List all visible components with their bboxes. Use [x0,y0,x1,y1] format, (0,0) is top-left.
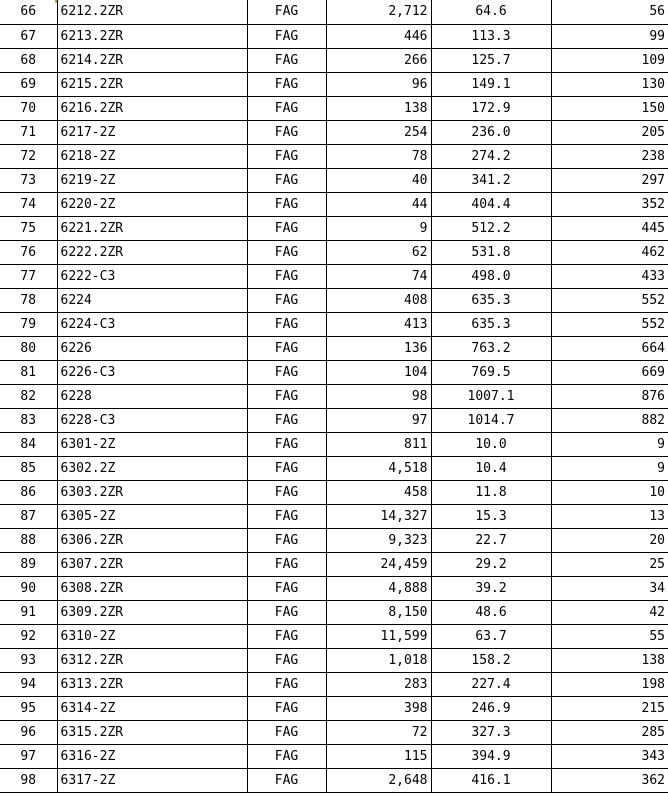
price-cell[interactable]: 158.2 [431,649,551,673]
value-cell[interactable]: 42 [551,601,668,625]
price-cell[interactable]: 29.2 [431,553,551,577]
brand-cell[interactable]: FAG [247,193,326,217]
row-number-cell[interactable]: 81 [0,361,57,385]
price-cell[interactable]: 404.4 [431,193,551,217]
row-number-cell[interactable]: 84 [0,433,57,457]
value-cell[interactable]: 138 [551,649,668,673]
value-cell[interactable]: 99 [551,25,668,49]
quantity-cell[interactable]: 413 [326,313,431,337]
model-cell[interactable]: 6215.2ZR [57,73,247,97]
row-number-cell[interactable]: 70 [0,97,57,121]
table-row [0,121,668,145]
table-row [0,241,668,265]
model-cell[interactable]: 6301-2Z [57,433,247,457]
table-row [0,217,668,241]
brand-cell[interactable]: FAG [247,577,326,601]
quantity-cell[interactable]: 98 [326,385,431,409]
value-cell[interactable]: 297 [551,169,668,193]
table-row [0,769,668,793]
brand-cell[interactable]: FAG [247,289,326,313]
price-cell[interactable]: 327.3 [431,721,551,745]
value-cell[interactable]: 664 [551,337,668,361]
quantity-cell[interactable]: 74 [326,265,431,289]
table-row [0,361,668,385]
brand-cell[interactable]: FAG [247,745,326,769]
model-cell[interactable]: 6219-2Z [57,169,247,193]
quantity-cell[interactable]: 8,150 [326,601,431,625]
row-number-cell[interactable]: 77 [0,265,57,289]
model-cell[interactable]: 6305-2Z [57,505,247,529]
price-cell[interactable]: 635.3 [431,289,551,313]
table-row [0,265,668,289]
price-cell[interactable]: 1007.1 [431,385,551,409]
price-cell[interactable]: 125.7 [431,49,551,73]
table-row [0,289,668,313]
quantity-cell[interactable]: 24,459 [326,553,431,577]
brand-cell[interactable]: FAG [247,241,326,265]
brand-cell[interactable]: FAG [247,121,326,145]
quantity-cell[interactable]: 398 [326,697,431,721]
quantity-cell[interactable]: 136 [326,337,431,361]
price-cell[interactable]: 498.0 [431,265,551,289]
model-cell[interactable]: 6213.2ZR [57,25,247,49]
value-cell[interactable]: 552 [551,289,668,313]
model-cell[interactable]: 6222-C3 [57,265,247,289]
price-cell[interactable]: 11.8 [431,481,551,505]
value-cell[interactable]: 215 [551,697,668,721]
row-number-cell[interactable]: 67 [0,25,57,49]
row-number-cell[interactable]: 68 [0,49,57,73]
brand-cell[interactable]: FAG [247,169,326,193]
brand-cell[interactable]: FAG [247,385,326,409]
row-number-cell[interactable]: 69 [0,73,57,97]
model-cell[interactable]: 6317-2Z [57,769,247,793]
price-cell[interactable]: 635.3 [431,313,551,337]
quantity-cell[interactable]: 97 [326,409,431,433]
price-cell[interactable]: 10.0 [431,433,551,457]
price-cell[interactable]: 1014.7 [431,409,551,433]
row-number-cell[interactable]: 78 [0,289,57,313]
value-cell[interactable]: 56 [551,0,668,25]
row-number-cell[interactable]: 74 [0,193,57,217]
price-cell[interactable]: 416.1 [431,769,551,793]
row-number-cell[interactable]: 96 [0,721,57,745]
price-cell[interactable]: 39.2 [431,577,551,601]
table-row [0,409,668,433]
value-cell[interactable]: 198 [551,673,668,697]
price-cell[interactable]: 531.8 [431,241,551,265]
model-cell[interactable]: 6214.2ZR [57,49,247,73]
row-number-cell[interactable]: 90 [0,577,57,601]
brand-cell[interactable]: FAG [247,49,326,73]
row-number-cell[interactable]: 98 [0,769,57,793]
value-cell[interactable]: 285 [551,721,668,745]
brand-cell[interactable]: FAG [247,457,326,481]
price-cell[interactable]: 394.9 [431,745,551,769]
quantity-cell[interactable]: 2,648 [326,769,431,793]
price-cell[interactable]: 246.9 [431,697,551,721]
price-cell[interactable]: 769.5 [431,361,551,385]
row-number-cell[interactable]: 86 [0,481,57,505]
table-row [0,697,668,721]
price-cell[interactable]: 172.9 [431,97,551,121]
price-cell[interactable]: 341.2 [431,169,551,193]
quantity-cell[interactable]: 44 [326,193,431,217]
model-cell[interactable]: 6228-C3 [57,409,247,433]
price-cell[interactable]: 22.7 [431,529,551,553]
row-number-cell[interactable]: 83 [0,409,57,433]
table-row [0,553,668,577]
model-cell[interactable]: 6308.2ZR [57,577,247,601]
price-cell[interactable]: 63.7 [431,625,551,649]
value-cell[interactable]: 352 [551,193,668,217]
table-row [0,337,668,361]
row-number-cell[interactable]: 95 [0,697,57,721]
price-cell[interactable]: 48.6 [431,601,551,625]
brand-cell[interactable]: FAG [247,697,326,721]
brand-cell[interactable]: FAG [247,481,326,505]
brand-cell[interactable]: FAG [247,505,326,529]
quantity-cell[interactable]: 115 [326,745,431,769]
row-number-cell[interactable]: 87 [0,505,57,529]
model-cell[interactable]: 6228 [57,385,247,409]
table-row [0,49,668,73]
model-cell[interactable]: 6302.2Z [57,457,247,481]
row-number-cell[interactable]: 76 [0,241,57,265]
value-cell[interactable]: 552 [551,313,668,337]
brand-cell[interactable]: FAG [247,649,326,673]
quantity-cell[interactable]: 40 [326,169,431,193]
model-cell[interactable]: 6316-2Z [57,745,247,769]
quantity-cell[interactable]: 9 [326,217,431,241]
table-row [0,385,668,409]
model-cell[interactable]: 6313.2ZR [57,673,247,697]
quantity-cell[interactable]: 283 [326,673,431,697]
value-cell[interactable]: 238 [551,145,668,169]
row-number-cell[interactable]: 88 [0,529,57,553]
quantity-cell[interactable]: 458 [326,481,431,505]
model-cell[interactable]: 6218-2Z [57,145,247,169]
table-row [0,25,668,49]
brand-cell[interactable]: FAG [247,217,326,241]
row-number-cell[interactable]: 72 [0,145,57,169]
quantity-cell[interactable]: 811 [326,433,431,457]
row-number-cell[interactable]: 89 [0,553,57,577]
table-row [0,577,668,601]
table-row [0,0,668,25]
brand-cell[interactable]: FAG [247,25,326,49]
brand-cell[interactable]: FAG [247,97,326,121]
table-row [0,505,668,529]
row-number-cell[interactable]: 91 [0,601,57,625]
price-cell[interactable]: 227.4 [431,673,551,697]
model-cell[interactable]: 6315.2ZR [57,721,247,745]
quantity-cell[interactable]: 4,518 [326,457,431,481]
table-row [0,649,668,673]
value-cell[interactable]: 882 [551,409,668,433]
table-row [0,457,668,481]
table-row [0,529,668,553]
model-cell[interactable]: 6221.2ZR [57,217,247,241]
model-cell[interactable]: 6220-2Z [57,193,247,217]
table-row [0,169,668,193]
quantity-cell[interactable]: 138 [326,97,431,121]
quantity-cell[interactable]: 96 [326,73,431,97]
model-cell[interactable]: 6224 [57,289,247,313]
row-number-cell[interactable]: 92 [0,625,57,649]
model-cell[interactable]: 6306.2ZR [57,529,247,553]
model-cell[interactable]: 6314-2Z [57,697,247,721]
model-cell[interactable]: 6312.2ZR [57,649,247,673]
brand-cell[interactable]: FAG [247,601,326,625]
value-cell[interactable]: 10 [551,481,668,505]
model-cell[interactable]: 6309.2ZR [57,601,247,625]
price-cell[interactable]: 149.1 [431,73,551,97]
price-cell[interactable]: 15.3 [431,505,551,529]
model-cell[interactable]: 6217-2Z [57,121,247,145]
model-cell[interactable]: 6216.2ZR [57,97,247,121]
row-number-cell[interactable]: 80 [0,337,57,361]
quantity-cell[interactable]: 72 [326,721,431,745]
brand-cell[interactable]: FAG [247,0,326,25]
row-number-cell[interactable]: 93 [0,649,57,673]
price-cell[interactable]: 10.4 [431,457,551,481]
brand-cell[interactable]: FAG [247,529,326,553]
value-cell[interactable]: 462 [551,241,668,265]
value-cell[interactable]: 55 [551,625,668,649]
table-row [0,601,668,625]
quantity-cell[interactable]: 78 [326,145,431,169]
value-cell[interactable]: 343 [551,745,668,769]
brand-cell[interactable]: FAG [247,769,326,793]
model-cell[interactable]: 6226-C3 [57,361,247,385]
quantity-cell[interactable]: 254 [326,121,431,145]
value-cell[interactable]: 445 [551,217,668,241]
quantity-cell[interactable]: 446 [326,25,431,49]
brand-cell[interactable]: FAG [247,313,326,337]
model-cell[interactable]: 6303.2ZR [57,481,247,505]
model-cell[interactable]: 6307.2ZR [57,553,247,577]
row-number-cell[interactable]: 85 [0,457,57,481]
value-cell[interactable]: 876 [551,385,668,409]
brand-cell[interactable]: FAG [247,673,326,697]
row-number-cell[interactable]: 79 [0,313,57,337]
table-row [0,433,668,457]
quantity-cell[interactable]: 408 [326,289,431,313]
brand-cell[interactable]: FAG [247,73,326,97]
quantity-cell[interactable]: 4,888 [326,577,431,601]
table-row [0,481,668,505]
brand-cell[interactable]: FAG [247,625,326,649]
brand-cell[interactable]: FAG [247,553,326,577]
quantity-cell[interactable]: 11,599 [326,625,431,649]
value-cell[interactable]: 9 [551,457,668,481]
price-cell[interactable]: 274.2 [431,145,551,169]
value-cell[interactable]: 130 [551,73,668,97]
value-cell[interactable]: 9 [551,433,668,457]
quantity-cell[interactable]: 266 [326,49,431,73]
quantity-cell[interactable]: 62 [326,241,431,265]
row-number-cell[interactable]: 97 [0,745,57,769]
brand-cell[interactable]: FAG [247,145,326,169]
row-number-cell[interactable]: 94 [0,673,57,697]
quantity-cell[interactable]: 2,712 [326,0,431,25]
value-cell[interactable]: 433 [551,265,668,289]
table-row [0,73,668,97]
table-row [0,625,668,649]
row-number-cell[interactable]: 73 [0,169,57,193]
value-cell[interactable]: 205 [551,121,668,145]
brand-cell[interactable]: FAG [247,409,326,433]
price-cell[interactable]: 64.6 [431,0,551,25]
value-cell[interactable]: 362 [551,769,668,793]
value-cell[interactable]: 150 [551,97,668,121]
row-number-cell[interactable]: 75 [0,217,57,241]
value-cell[interactable]: 13 [551,505,668,529]
row-number-cell[interactable]: 71 [0,121,57,145]
table-row [0,193,668,217]
value-cell[interactable]: 109 [551,49,668,73]
row-number-cell[interactable]: 66 [0,0,57,25]
value-cell[interactable]: 25 [551,553,668,577]
brand-cell[interactable]: FAG [247,433,326,457]
table-row [0,721,668,745]
table-row [0,97,668,121]
model-cell[interactable]: 6222.2ZR [57,241,247,265]
table-row [0,673,668,697]
brand-cell[interactable]: FAG [247,721,326,745]
price-cell[interactable]: 512.2 [431,217,551,241]
table-row [0,145,668,169]
value-cell[interactable]: 669 [551,361,668,385]
brand-cell[interactable]: FAG [247,337,326,361]
model-cell[interactable]: 6212.2ZR [57,0,247,25]
price-cell[interactable]: 763.2 [431,337,551,361]
price-cell[interactable]: 236.0 [431,121,551,145]
value-cell[interactable]: 34 [551,577,668,601]
brand-cell[interactable]: FAG [247,265,326,289]
value-cell[interactable]: 20 [551,529,668,553]
model-cell[interactable]: 6310-2Z [57,625,247,649]
price-cell[interactable]: 113.3 [431,25,551,49]
row-number-cell[interactable]: 82 [0,385,57,409]
quantity-cell[interactable]: 1,018 [326,649,431,673]
quantity-cell[interactable]: 104 [326,361,431,385]
quantity-cell[interactable]: 9,323 [326,529,431,553]
table-row [0,745,668,769]
quantity-cell[interactable]: 14,327 [326,505,431,529]
model-cell[interactable]: 6224-C3 [57,313,247,337]
brand-cell[interactable]: FAG [247,361,326,385]
table-row [0,313,668,337]
model-cell[interactable]: 6226 [57,337,247,361]
